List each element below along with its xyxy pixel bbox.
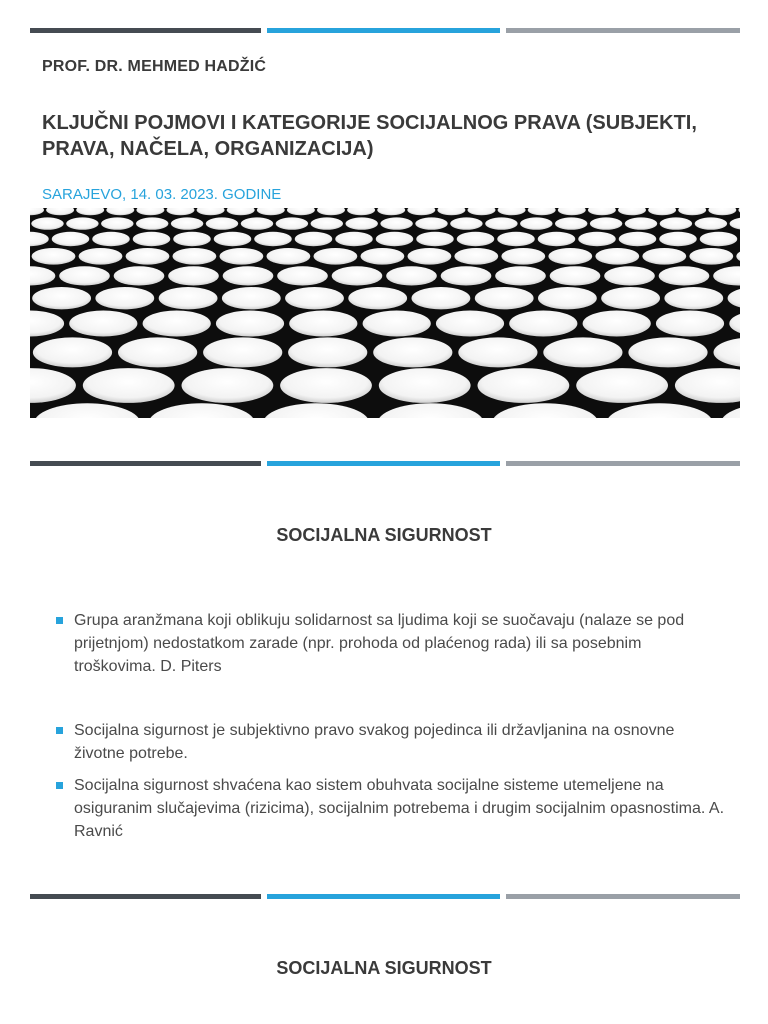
disc-shape [34, 403, 140, 418]
disc-shape [287, 208, 315, 215]
disc-shape [346, 217, 378, 229]
disc-shape [475, 287, 534, 309]
disc-shape [501, 248, 545, 265]
disc-shape [222, 287, 281, 309]
disc-shape [728, 287, 740, 309]
disc-shape [59, 266, 110, 285]
bullet-square-icon [56, 727, 63, 734]
disc-pattern-graphic [30, 208, 740, 418]
disc-shape [171, 217, 203, 229]
disc-shape [377, 403, 483, 418]
disc-shape [126, 248, 170, 265]
disc-shape [659, 232, 697, 246]
slide-divider [30, 461, 740, 466]
disc-shape [543, 337, 622, 367]
disc-shape [206, 217, 238, 229]
disc-shape [485, 217, 517, 229]
disc-shape [276, 217, 308, 229]
disc-shape [583, 311, 651, 337]
disc-shape [335, 232, 373, 246]
bullet-text: Socijalna sigurnost shvaćena kao sistem obuhvata socijalne sisteme utemeljene na osiguranim slučajevima (rizicima), socijalnim potrebema i drugim socijalnim opasnostima. A. Ravnić [74, 777, 725, 840]
disc-shape [66, 217, 98, 229]
top-divider [30, 28, 740, 33]
bullet-list [56, 609, 726, 843]
disc-shape [133, 232, 171, 246]
disc-shape [550, 266, 601, 285]
disc-shape [628, 337, 707, 367]
disc-shape [33, 337, 112, 367]
disc-shape [347, 208, 375, 215]
disc-shape [376, 232, 414, 246]
disc-shape [30, 232, 49, 246]
disc-shape [713, 266, 740, 285]
disc-shape [660, 217, 692, 229]
disc-shape [468, 208, 496, 215]
divider-segment-blue [267, 894, 500, 899]
disc-shape [159, 287, 218, 309]
disc-shape [497, 232, 535, 246]
disc-shape [46, 208, 74, 215]
divider-segment-blue [267, 461, 500, 466]
disc-shape [32, 248, 76, 265]
bullet-square-icon [56, 617, 63, 624]
disc-shape [267, 248, 311, 265]
disc-shape [182, 368, 274, 403]
disc-shape [548, 248, 592, 265]
disc-shape [69, 311, 137, 337]
section-heading: SOCIJALNA SIGURNOST [276, 525, 492, 545]
divider-segment-dark [30, 28, 261, 33]
disc-shape [214, 232, 252, 246]
disc-shape [558, 208, 586, 215]
disc-shape [437, 208, 465, 215]
disc-shape [106, 208, 134, 215]
list-item [56, 774, 726, 843]
disc-shape [538, 287, 597, 309]
disc-shape [386, 266, 437, 285]
disc-shape [604, 266, 655, 285]
disc-shape [416, 232, 454, 246]
bullet-text: Grupa aranžmana koji oblikuju solidarnost sa ljudima koji se suočavaju (nalaze se pod prijetnjom) nedostatkom zarade (npr. prohoda od plaćenog rada) ili sa posebnim troškovima. D. Piters [74, 612, 685, 675]
disc-shape [498, 208, 526, 215]
disc-shape [700, 232, 738, 246]
disc-shape [285, 287, 344, 309]
disc-shape [83, 368, 175, 403]
disc-shape [407, 208, 435, 215]
disc-shape [689, 248, 733, 265]
disc-shape [79, 248, 123, 265]
disc-shape [454, 248, 498, 265]
disc-shape [332, 266, 383, 285]
bullet-square-icon [56, 782, 63, 789]
disc-shape [738, 208, 740, 215]
disc-shape [277, 266, 328, 285]
disc-shape [642, 248, 686, 265]
disc-shape [576, 368, 668, 403]
divider-segment-dark [30, 461, 261, 466]
disc-shape [95, 287, 154, 309]
disc-shape [289, 311, 357, 337]
disc-shape [118, 337, 197, 367]
disc-shape [30, 311, 64, 337]
disc-shape [216, 311, 284, 337]
disc-shape [149, 403, 255, 418]
disc-shape [625, 217, 657, 229]
disc-shape [30, 208, 44, 215]
disc-shape [143, 311, 211, 337]
disc-shape [377, 208, 405, 215]
disc-shape [317, 208, 345, 215]
disc-shape [648, 208, 676, 215]
disc-shape [288, 337, 367, 367]
disc-shape [619, 232, 657, 246]
disc-shape [695, 217, 727, 229]
disc-shape [458, 337, 537, 367]
disc-shape [173, 248, 217, 265]
divider-segment-grey [506, 28, 740, 33]
list-item [56, 609, 726, 678]
disc-shape [436, 311, 504, 337]
disc-shape [173, 232, 211, 246]
disc-shape [520, 217, 552, 229]
disc-shape [441, 266, 492, 285]
disc-shape [492, 403, 598, 418]
disc-shape [588, 208, 616, 215]
disc-shape [136, 208, 164, 215]
disc-shape [590, 217, 622, 229]
disc-shape [311, 217, 343, 229]
slide-title: KLJUČNI POJMOVI I KATEGORIJE SOCIJALNOG PRAVA (SUBJEKTI, PRAVA, NAČELA, ORGANIZACIJA) [42, 112, 697, 160]
disc-shape [220, 248, 264, 265]
disc-shape [457, 232, 495, 246]
slide-date: SARAJEVO, 14. 03. 2023. GODINE [42, 186, 282, 203]
disc-shape [618, 208, 646, 215]
disc-shape [76, 208, 104, 215]
disc-shape [223, 266, 274, 285]
disc-shape [363, 311, 431, 337]
disc-shape [714, 337, 741, 367]
disc-shape [114, 266, 165, 285]
disc-shape [373, 337, 452, 367]
disc-shape [538, 232, 576, 246]
disc-shape [280, 368, 372, 403]
disc-shape [412, 287, 471, 309]
bullet-text: Socijalna sigurnost je subjektivno pravo svakog pojedinca ili državljanina na osnovne životne potrebe. [74, 722, 675, 762]
disc-shape [478, 368, 570, 403]
divider-segment-grey [506, 894, 740, 899]
disc-shape [555, 217, 587, 229]
disc-shape [528, 208, 556, 215]
disc-shape [678, 208, 706, 215]
slide-divider [30, 894, 740, 899]
disc-shape [415, 217, 447, 229]
disc-shape [721, 403, 740, 418]
divider-segment-dark [30, 894, 261, 899]
disc-shape [257, 208, 285, 215]
disc-shape [664, 287, 723, 309]
disc-shape [92, 232, 130, 246]
disc-shape [168, 266, 219, 285]
disc-shape [578, 232, 616, 246]
disc-shape [31, 217, 63, 229]
disc-shape [675, 368, 740, 403]
disc-shape [254, 232, 292, 246]
disc-shape [450, 217, 482, 229]
disc-shape [314, 248, 358, 265]
disc-shape [708, 208, 736, 215]
section-heading: SOCIJALNA SIGURNOST [276, 958, 492, 978]
disc-shape [380, 217, 412, 229]
disc-shape [361, 248, 405, 265]
disc-shape [730, 217, 740, 229]
disc-shape [227, 208, 255, 215]
hero-image-white-discs [30, 208, 740, 418]
disc-shape [136, 217, 168, 229]
disc-shape [348, 287, 407, 309]
disc-shape [659, 266, 710, 285]
disc-shape [241, 217, 273, 229]
disc-shape [736, 248, 740, 265]
disc-shape [101, 217, 133, 229]
disc-shape [595, 248, 639, 265]
disc-shape [52, 232, 90, 246]
disc-shape [203, 337, 282, 367]
disc-shape [601, 287, 660, 309]
list-item [56, 719, 726, 765]
disc-shape [167, 208, 195, 215]
author-name: PROF. DR. MEHMED HADŽIĆ [42, 58, 267, 75]
disc-shape [295, 232, 333, 246]
divider-segment-grey [506, 461, 740, 466]
disc-shape [408, 248, 452, 265]
disc-shape [729, 311, 740, 337]
disc-shape [32, 287, 91, 309]
disc-shape [606, 403, 712, 418]
disc-shape [379, 368, 471, 403]
disc-shape [30, 266, 55, 285]
disc-shape [197, 208, 225, 215]
disc-shape [509, 311, 577, 337]
disc-shape [495, 266, 546, 285]
disc-shape [263, 403, 369, 418]
divider-segment-blue [267, 28, 500, 33]
disc-shape [30, 368, 76, 403]
disc-shape [656, 311, 724, 337]
